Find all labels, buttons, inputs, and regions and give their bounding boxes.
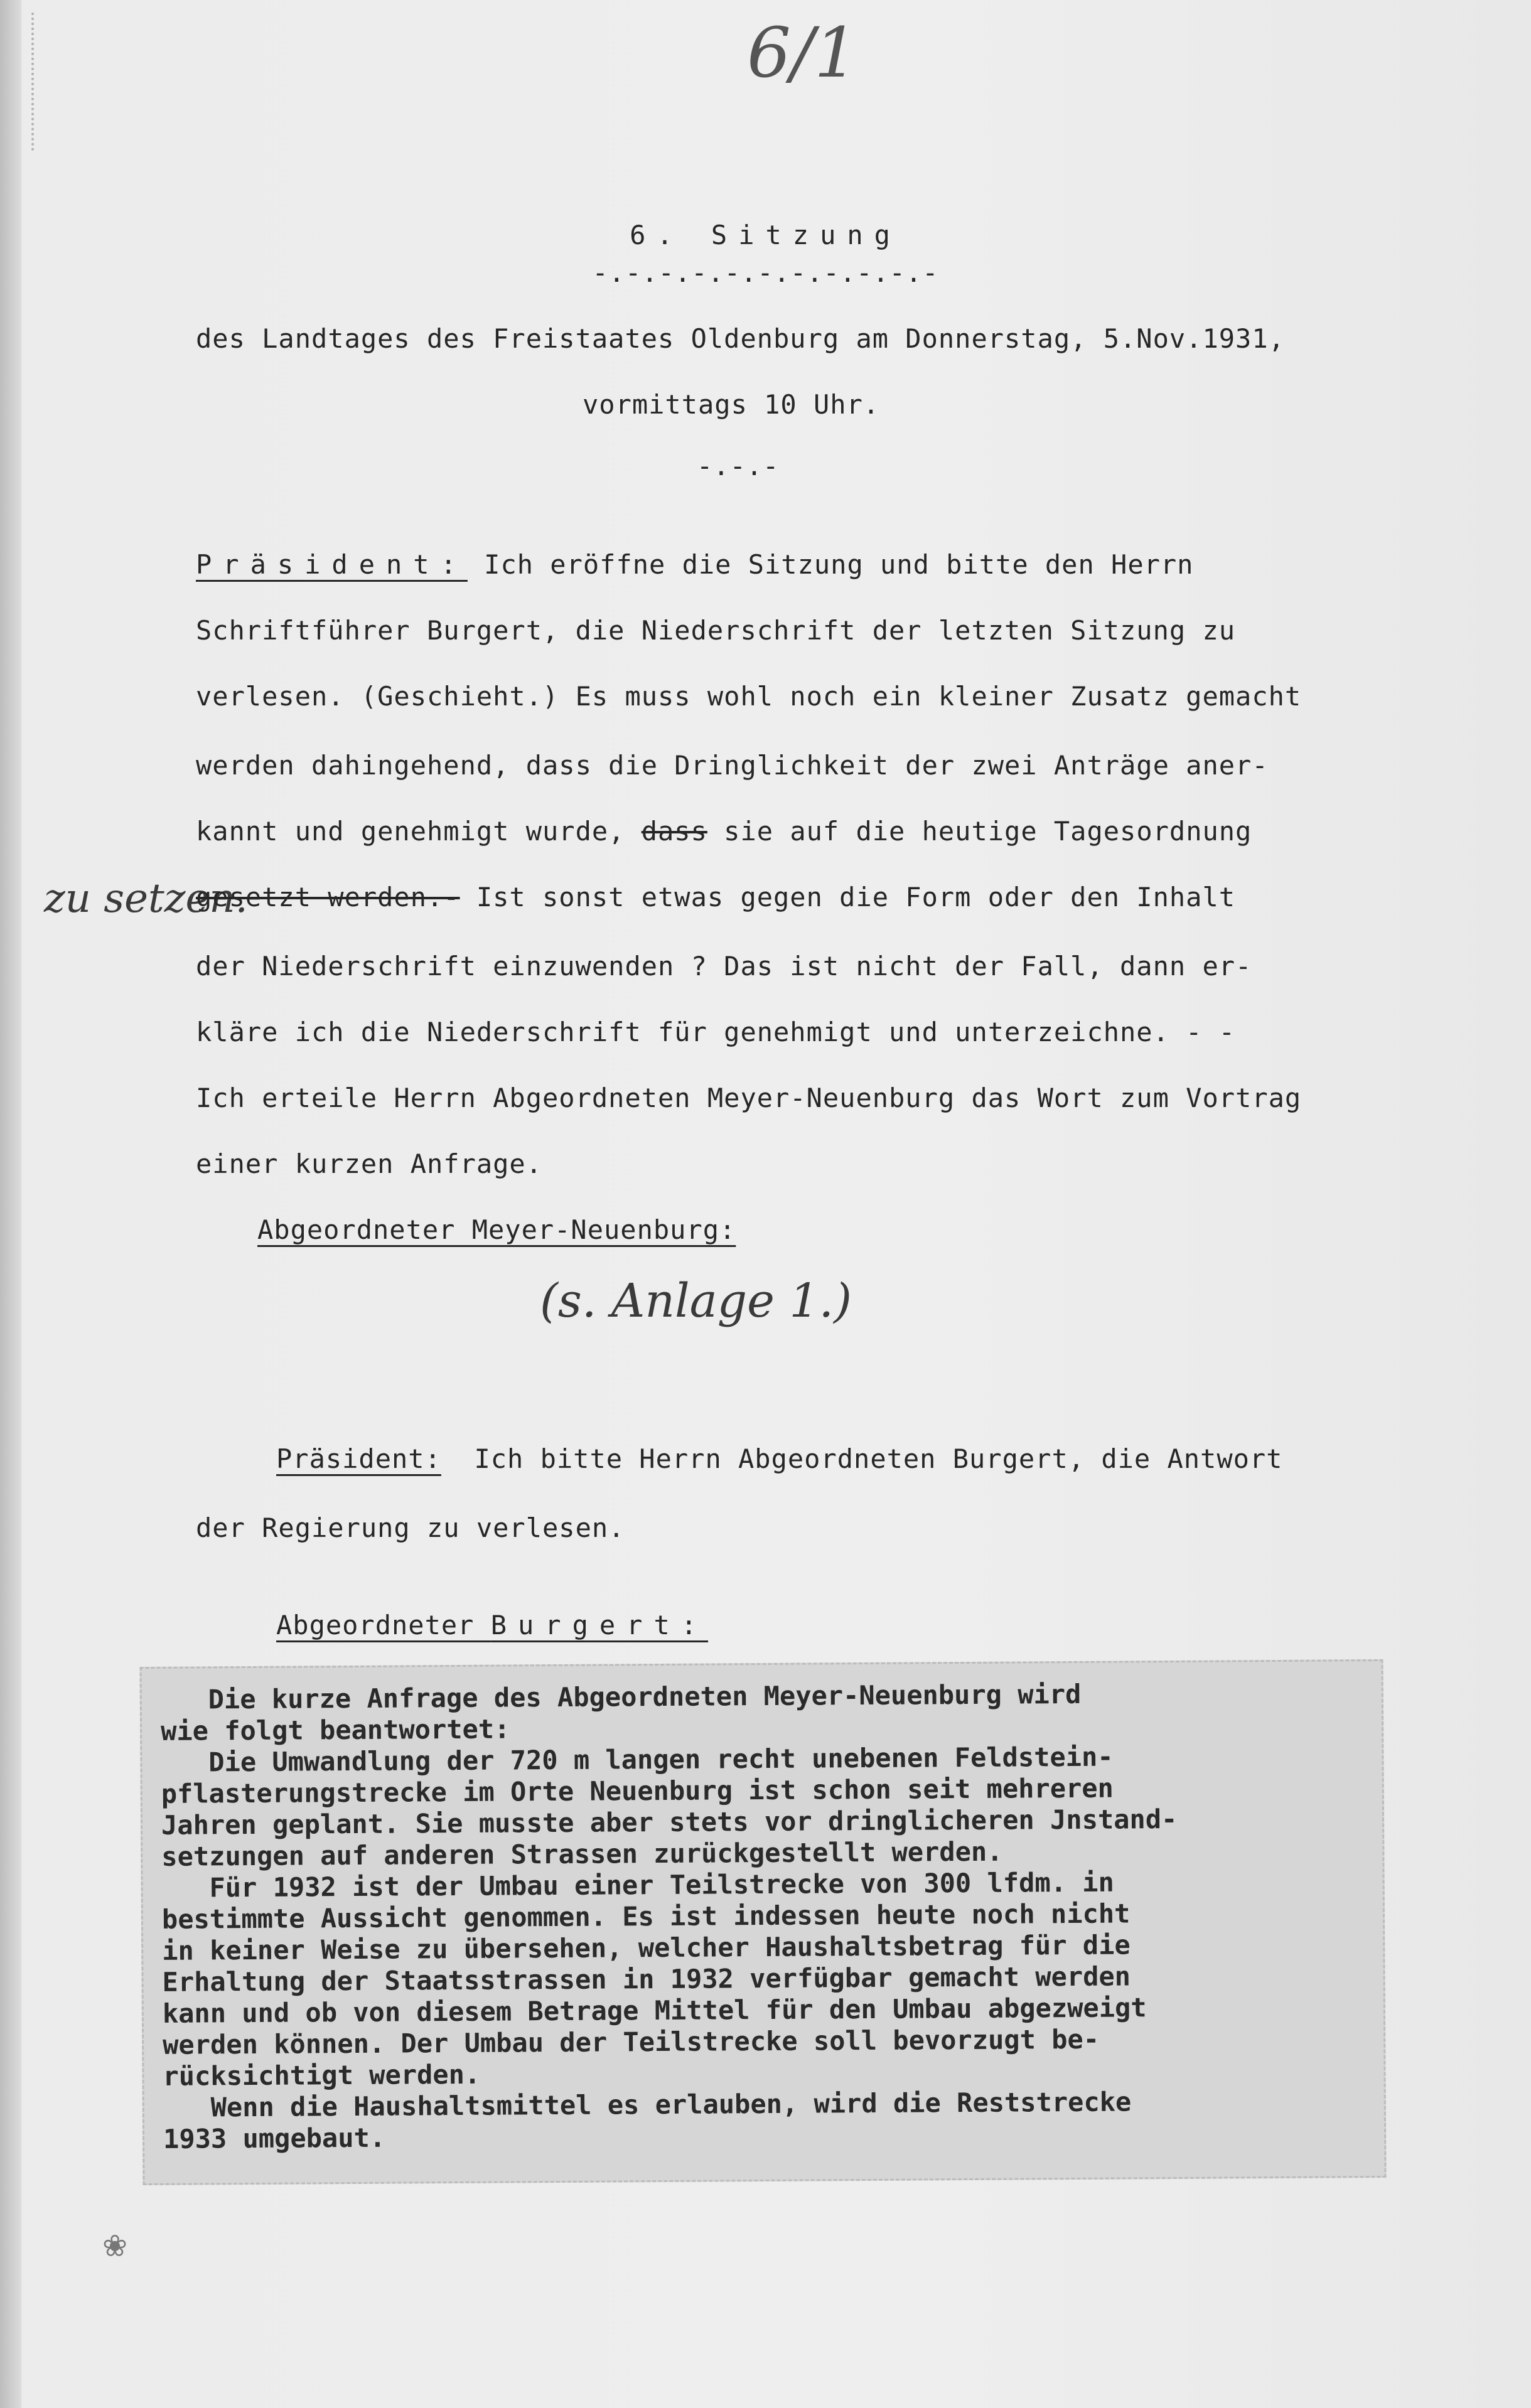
text-line bbox=[196, 882, 1235, 912]
text-line: einer kurzen Anfrage. bbox=[196, 1148, 543, 1179]
answer-line: rücksichtigt werden. bbox=[163, 2058, 481, 2092]
handwritten-page-number: 6/1 bbox=[747, 13, 859, 93]
text-line: der Regierung zu verlesen. bbox=[196, 1512, 625, 1543]
paragraph-president-2 bbox=[276, 1443, 1282, 1474]
binding-edge bbox=[0, 0, 21, 2408]
speaker-label: Abgeordneter Meyer-Neuenburg: bbox=[257, 1214, 736, 1245]
text-line: Ich eröffne die Sitzung und bitte den Herrn bbox=[467, 549, 1194, 580]
text-line: werden dahingehend, dass die Dringlichkeit der zwei Anträge aner- bbox=[196, 750, 1269, 781]
speaker-label: Präsident: bbox=[276, 1443, 441, 1474]
text-span: Ist sonst etwas gegen die Form oder den Inhalt bbox=[459, 882, 1236, 912]
answer-line: bestimmte Aussicht genommen. Es ist indessen heute noch nicht bbox=[161, 1898, 1131, 1935]
text-span: Abgeordneter bbox=[276, 1610, 491, 1640]
answer-line: werden können. Der Umbau der Teilstrecke soll bevorzugt be- bbox=[163, 2023, 1100, 2060]
struck-text: dass bbox=[641, 816, 707, 847]
text-line: Ich erteile Herrn Abgeordneten Meyer-Neuenburg das Wort zum Vortrag bbox=[196, 1083, 1302, 1113]
text-line: Schriftführer Burgert, die Niederschrift der letzten Sitzung zu bbox=[196, 615, 1236, 646]
text-line: verlesen. (Geschieht.) Es muss wohl noch ein kleiner Zusatz gemacht bbox=[196, 681, 1302, 712]
answer-line: in keiner Weise zu übersehen, welcher Haushaltsbetrag für die bbox=[162, 1929, 1131, 1966]
speaker-label bbox=[276, 1610, 708, 1640]
text-span: Ich bitte Herrn Abgeordneten Burgert, die Antwort bbox=[441, 1443, 1283, 1474]
header-line-1: des Landtages des Freistaates Oldenburg am Donnerstag, 5.Nov.1931, bbox=[196, 323, 1285, 354]
title-rule: -.-.-.-.-.-.-.-.-.-.- bbox=[592, 257, 939, 288]
margin-note: zu setzen. bbox=[44, 875, 248, 922]
session-title: 6. Sitzung bbox=[630, 220, 901, 250]
header-line-2: vormittags 10 Uhr. bbox=[583, 389, 880, 420]
header-separator: -.-.- bbox=[697, 451, 780, 481]
struck-text: gesetzt werden.- bbox=[196, 882, 460, 912]
answer-line: Für 1932 ist der Umbau einer Teilstrecke von 300 lfdm. in bbox=[161, 1866, 1114, 1903]
text-span: Burgert: bbox=[490, 1610, 709, 1640]
answer-line: Die Umwandlung der 720 m langen recht unebenen Feldstein- bbox=[161, 1741, 1114, 1778]
answer-line: 1933 umgebaut. bbox=[163, 2122, 386, 2154]
ink-speck: ❀ bbox=[104, 2222, 127, 2266]
answer-line: kann und ob von diesem Betrage Mittel für den Umbau abgezweigt bbox=[162, 1992, 1147, 2029]
text-line bbox=[196, 816, 1252, 847]
paragraph-president-1 bbox=[196, 549, 1193, 580]
text-line: kläre ich die Niederschrift für genehmigt und unterzeichne. - - bbox=[196, 1017, 1236, 1047]
text-line: der Niederschrift einzuwenden ? Das ist nicht der Fall, dann er- bbox=[196, 951, 1252, 982]
answer-line: Die kurze Anfrage des Abgeordneten Meyer-Neuenburg wird bbox=[160, 1678, 1082, 1715]
pasted-answer-slip bbox=[139, 1659, 1386, 2185]
speaker-label: Präsident: bbox=[196, 549, 468, 580]
text-span: sie auf die heutige Tagesordnung bbox=[707, 816, 1252, 847]
answer-line: Erhaltung der Staatsstrassen in 1932 verfügbar gemacht werden bbox=[162, 1961, 1131, 1998]
answer-line: wie folgt beantwortet: bbox=[160, 1713, 510, 1747]
answer-line: Wenn die Haushaltsmittel es erlauben, wird die Reststrecke bbox=[163, 2086, 1132, 2123]
text-span: kannt und genehmigt wurde, bbox=[196, 816, 642, 847]
handwritten-reference: (s. Anlage 1.) bbox=[540, 1274, 852, 1328]
corner-marking bbox=[31, 13, 78, 151]
answer-line: Jahren geplant. Sie musste aber stets vor dringlicheren Jnstand- bbox=[161, 1803, 1178, 1841]
answer-line: setzungen auf anderen Strassen zurückgestellt werden. bbox=[161, 1836, 1003, 1872]
answer-line: pflasterungstrecke im Orte Neuenburg ist schon seit mehreren bbox=[161, 1772, 1114, 1809]
